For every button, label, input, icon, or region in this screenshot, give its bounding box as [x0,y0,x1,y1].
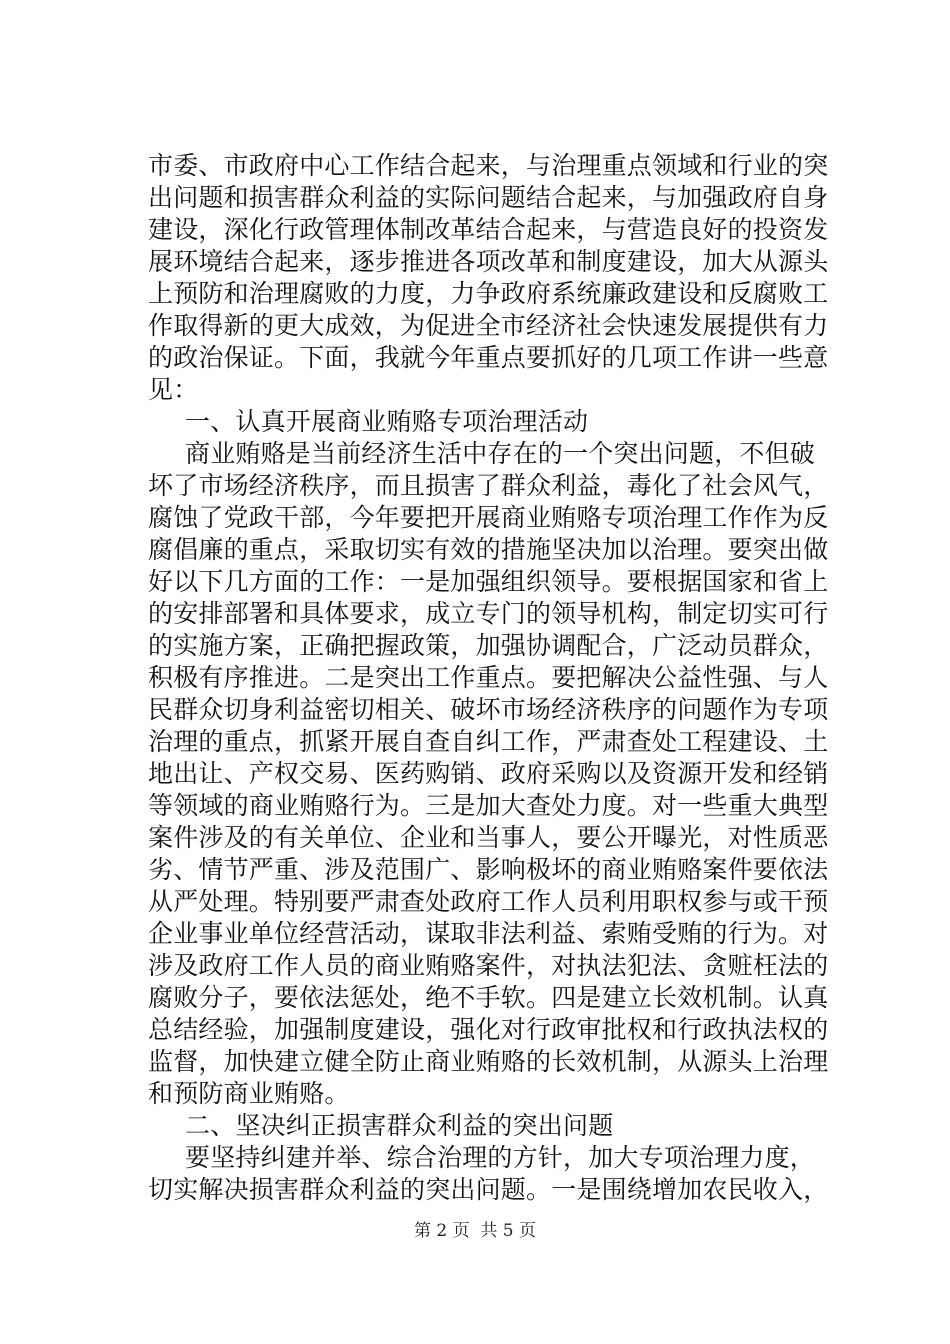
body-line: 腐败分子，要依法惩处，绝不手软。四是建立长效机制。认真 [148,983,829,1012]
body-line: 建设，深化行政管理体制改革结合起来，与营造良好的投资发 [148,215,829,244]
body-line: 从严处理。特别要严肃查处政府工作人员利用职权参与或干预 [148,887,829,916]
body-line: 腐倡廉的重点，采取切实有效的措施坚决加以治理。要突出做 [148,535,829,564]
body-line: 监督，加快建立健全防止商业贿赂的长效机制，从源头上治理 [148,1047,829,1076]
body-line: 作取得新的更大成效，为促进全市经济社会快速发展提供有力 [148,311,829,340]
document-body [148,150,829,1206]
body-line: 坏了市场经济秩序，而且损害了群众利益，毒化了社会风气， [148,471,829,500]
page-number: 第 2 页 共 5 页 [413,1221,537,1241]
body-line: 展环境结合起来，逐步推进各项改革和制度建设，加大从源头 [148,247,829,276]
body-line: 案件涉及的有关单位、企业和当事人，要公开曝光，对性质恶 [148,823,829,852]
body-line: 切实解决损害群众利益的突出问题。一是围绕增加农民收入， [148,1175,829,1204]
body-line: 企业事业单位经营活动，谋取非法利益、索贿受贿的行为。对 [148,919,829,948]
body-line: 涉及政府工作人员的商业贿赂案件，对执法犯法、贪赃枉法的 [148,951,829,980]
body-line: 好以下几方面的工作：一是加强组织领导。要根据国家和省上 [148,567,829,596]
body-line: 和预防商业贿赂。 [148,1079,350,1108]
body-line: 治理的重点，抓紧开展自查自纠工作，严肃查处工程建设、土 [148,727,829,756]
body-line: 总结经验，加强制度建设，强化对行政审批权和行政执法权的 [148,1015,829,1044]
section-heading-2: 二、坚决纠正损害群众利益的突出问题 [185,1111,614,1140]
body-line: 上预防和治理腐败的力度，力争政府系统廉政建设和反腐败工 [148,279,829,308]
section-heading-1: 一、认真开展商业贿赂专项治理活动 [185,407,589,436]
body-line: 出问题和损害群众利益的实际问题结合起来，与加强政府自身 [148,183,829,212]
body-line: 的实施方案，正确把握政策，加强协调配合，广泛动员群众， [148,631,829,660]
body-line: 劣、情节严重、涉及范围广、影响极坏的商业贿赂案件要依法 [148,855,829,884]
body-line: 要坚持纠建并举、综合治理的方针，加大专项治理力度， [185,1143,816,1172]
page-footer [0,1220,950,1242]
body-line: 市委、市政府中心工作结合起来，与治理重点领域和行业的突 [148,151,829,180]
body-line: 腐蚀了党政干部，今年要把开展商业贿赂专项治理工作作为反 [148,503,829,532]
body-line: 民群众切身利益密切相关、破坏市场经济秩序的问题作为专项 [148,695,829,724]
body-line: 积极有序推进。二是突出工作重点。要把解决公益性强、与人 [148,663,829,692]
body-line: 见： [148,375,199,404]
body-line: 的安排部署和具体要求，成立专门的领导机构，制定切实可行 [148,599,829,628]
body-line: 地出让、产权交易、医药购销、政府采购以及资源开发和经销 [148,759,829,788]
body-line: 商业贿赂是当前经济生活中存在的一个突出问题，不但破 [185,439,816,468]
body-line: 的政治保证。下面，我就今年重点要抓好的几项工作讲一些意 [148,343,829,372]
body-line: 等领域的商业贿赂行为。三是加大查处力度。对一些重大典型 [148,791,829,820]
